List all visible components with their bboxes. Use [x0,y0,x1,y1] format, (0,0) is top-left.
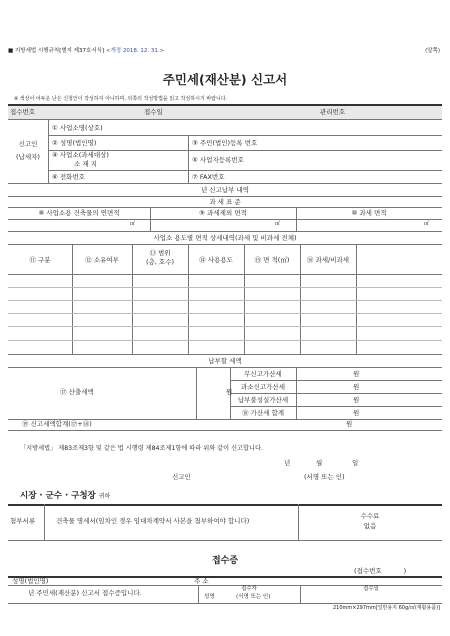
penalty-total-label: ⑱ 가산세 합계 [241,409,285,417]
won-unit-4: 원 [353,409,360,417]
header-row-shade [8,105,442,119]
date-month: 월 [316,459,323,467]
detail-title: 사업소 용도별 면적 상세내역(과세 및 비과세 전체) [153,234,297,242]
unit-gross: ㎡ [130,221,136,227]
date-year: 년 [284,459,291,467]
signer-sign: (서명 또는 인) [304,473,345,481]
tax-year-label: 년 신고납부 내역 [200,186,250,194]
location-label-2: 소 재 지 [74,160,97,168]
attachment-label: 첨부서류 [10,517,36,525]
applicant-label: 신고인 [18,140,38,148]
penalty-late-payment-label: 납부불성실가산세 [237,396,289,404]
receipt-number: (접수번호 ) [354,567,407,575]
receipt-body: 년 주민세(재산분) 신고서 접수증입니다. [28,589,142,597]
legal-reference: 지방세법 시행규칙[별지 제37호서식] [14,48,105,54]
receipt-date-label: 접수일 [144,108,163,116]
calculated-tax-label: ⑰ 산출세액 [60,388,94,396]
detail-col-taxable: ⑯ 과세/비과세 [306,256,350,264]
recipient [20,489,110,501]
page-side: (앞쪽) [425,48,440,54]
fee-value: 없음 [363,522,377,530]
won-unit-total: 원 [346,420,353,428]
payable-title: 납부할 세액 [208,357,242,365]
fee-label: 수수료 [360,512,380,520]
won-unit-3: 원 [353,396,360,404]
won-unit-1: 원 [353,370,360,378]
manage-number-label: 관리번호 [320,108,346,116]
amendment-note: <개정 2018. 12. 31.> [105,48,165,54]
form-reference [8,49,164,55]
registration-number-label: ③ 주민(법인)등록 번호 [192,139,258,147]
detail-col-usage: ⑭ 사용용도 [199,256,233,264]
detail-col-range-2: (층, 호수) [145,258,175,266]
attachment-text: 건축물 명세서(임차인 경우 임대차계약서 사본을 첨부하여야 합니다) [56,517,250,525]
unit-taxable: ㎡ [424,221,430,227]
penalty-no-report-label: 무신고가산세 [244,370,282,378]
taxable-area-label: ⑩ 과세 면적 [351,209,387,217]
date-day: 일 [352,459,359,467]
detail-col-category: ⑪ 구분 [29,256,51,264]
name-label: ② 성명(법인명) [52,139,97,147]
phone-label: ⑥ 전화번호 [52,173,86,181]
receipt-name-label: 성명(법인명) [12,577,49,585]
detail-col-area: ⑮ 면 적(㎡) [254,256,290,264]
penalty-under-report-label: 과소신고가산세 [241,383,285,391]
detail-col-range: ⑬ 범위 [149,249,171,257]
won-unit-2: 원 [353,383,360,391]
excluded-area-label: ⑨ 과세제외 면적 [199,209,247,217]
receiver-sign: (서명 또는 인) [236,594,271,600]
recipient-suffix: 귀하 [98,493,111,500]
business-registration-label: ⑤ 사업자등록번호 [192,156,244,164]
receipt-number-label: 접수번호 [10,108,36,116]
paper-spec: 210mm×297mm[일반용지 60g/㎡(재활용품)] [332,605,440,611]
form-title: 주민세(재산분) 신고서 [162,72,288,87]
receipt-address-label: 주 소 [194,577,209,585]
location-label: ④ 사업소(과세대상) [52,151,109,159]
unit-excluded: ㎡ [275,221,281,227]
recipient-name: 시장 · 군수 · 구청장 [20,491,96,501]
declaration-text: 「지방세법」 제83조제3항 및 같은 법 시행령 제84조제1항에 따라 위와 같이 신고합니다. [20,445,263,452]
gross-area-label: ⑧ 사업소용 건축물의 연면적 [38,209,120,217]
instruction-note: ※ 색상이 어두운 난은 신청인이 작성하지 아니하며, 뒤쪽의 작성방법을 읽고 작성하시기 바랍니다. [14,96,228,102]
receiver-name-label: 성명 [204,594,215,600]
detail-col-ownership: ⑫ 소유여부 [85,256,119,264]
tax-base-title: 과 세 표 준 [209,198,241,206]
receipt-date-slip-label: 접수일 [363,586,379,592]
square-bullet: ■ [8,48,14,54]
taxpayer-label: (납세자) [16,153,40,161]
total-tax-label: ⑲ 신고세액합계(⑰+⑱) [22,420,92,428]
fax-label: ⑦ FAX번호 [192,173,225,181]
receiver-label: 접수자 [241,586,257,592]
signer-label: 신고인 [172,473,191,481]
business-name-label: ① 사업소명(상호) [52,124,103,132]
won-unit-calc: 원 [226,388,233,396]
receipt-title: 접수증 [211,556,239,566]
